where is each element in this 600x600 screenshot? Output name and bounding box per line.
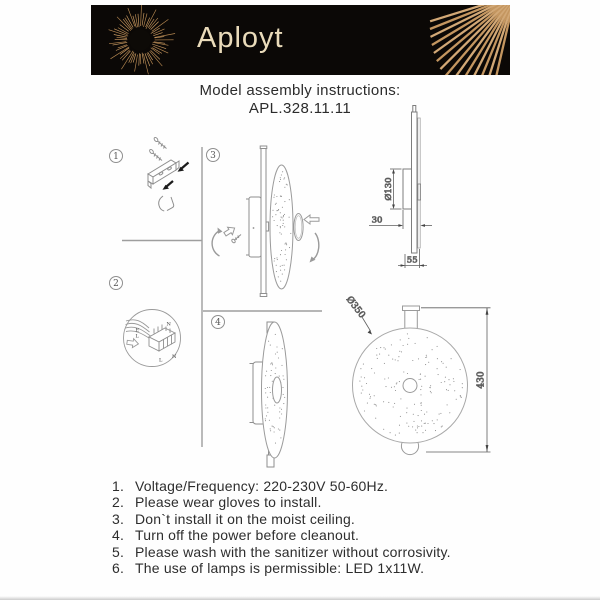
dim-disc-diameter: Ø350: [343, 294, 367, 321]
step4-assembled-drawing: [250, 322, 288, 467]
dim-plate-diameter: Ø130: [384, 177, 394, 201]
page-title: Model assembly instructions:: [199, 82, 401, 99]
instruction-text: The use of lamps is permissible: LED 1x11W.: [135, 560, 425, 577]
dim-plate-depth: 30: [371, 215, 383, 226]
wire-label-e: E: [135, 327, 140, 334]
step2-wiring-drawing: [124, 310, 181, 367]
lamp-disc-angled: [262, 322, 288, 458]
step1-bracket-drawing: [148, 137, 189, 211]
lamp-disc-front: [353, 328, 468, 443]
wire-label-n2: N: [172, 354, 177, 360]
step-4-badge: [212, 316, 225, 329]
instruction-text: Turn off the power before cleanout.: [135, 527, 360, 544]
rotate-arrow-icon: [310, 233, 319, 263]
instruction-text: Please wear gloves to install.: [135, 494, 322, 511]
dim-total-depth: 55: [406, 255, 418, 266]
wire-label-l: L: [135, 333, 139, 340]
step-1-badge: [110, 150, 123, 163]
svg-text:4: 4: [215, 318, 221, 329]
instruction-item: [112, 494, 512, 510]
step-3-badge: [207, 149, 220, 162]
direction-arrow-icon: [304, 215, 319, 224]
instruction-number: 6.: [112, 560, 125, 577]
screw-icon: [149, 149, 162, 161]
instruction-number: 2.: [112, 494, 125, 511]
svg-text:3: 3: [210, 151, 216, 162]
wire-label-n: N: [166, 321, 171, 328]
instruction-item: [112, 527, 512, 543]
panel-dividers: [122, 147, 322, 447]
screw-icon: [153, 137, 166, 149]
direction-arrow-icon: [223, 224, 238, 238]
instruction-text: Voltage/Frequency: 220-230V 50-60Hz.: [135, 478, 389, 494]
instruction-item: [112, 478, 512, 494]
instruction-number: 4.: [112, 527, 125, 544]
instruction-number: 3.: [112, 510, 125, 527]
terminal-block: [149, 325, 175, 352]
instruction-text: Don`t install it on the moist ceiling.: [135, 510, 356, 527]
instruction-number: 5.: [112, 543, 125, 560]
rotate-arrow-icon: [212, 228, 222, 257]
side-view-drawing: [403, 106, 421, 254]
instruction-text: Please wash with the sanitizer without corrosivity.: [135, 543, 451, 560]
model-number: APL.328.11.11: [248, 100, 352, 117]
wire-label-l2: L: [159, 357, 163, 364]
dim-total-height: 430: [476, 371, 487, 389]
side-view-dimensions: [369, 169, 432, 268]
photo-bottom-edge: [0, 596, 600, 600]
instruction-number: 1.: [112, 478, 125, 494]
brand-wordmark: Aployt: [197, 22, 284, 54]
instruction-item: [112, 511, 512, 527]
front-view-drawing: [353, 306, 468, 455]
push-arrow-icon: [163, 181, 174, 190]
step3-mount-drawing: [212, 146, 319, 297]
instruction-item: [112, 544, 512, 560]
step-2-badge: [110, 277, 123, 290]
svg-text:1: 1: [113, 152, 119, 163]
instruction-list: [112, 478, 512, 576]
lamp-disc-side: [270, 165, 293, 289]
instruction-item: [112, 560, 512, 576]
svg-text:2: 2: [113, 279, 119, 290]
